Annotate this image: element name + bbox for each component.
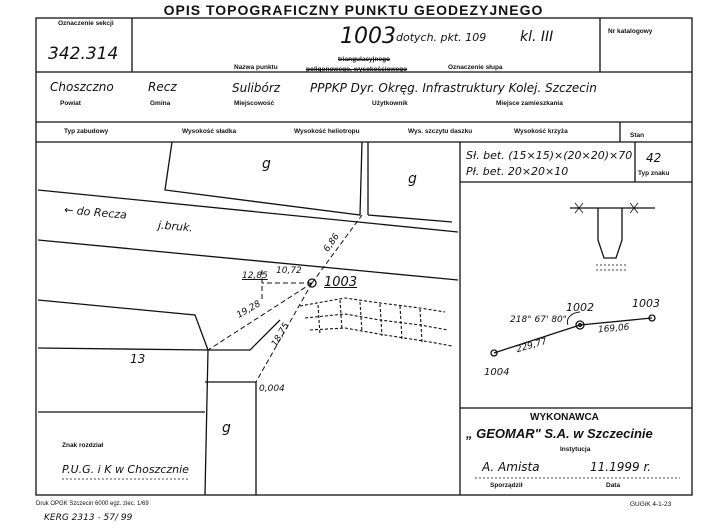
institution-label: Instytucja <box>560 446 591 453</box>
stamp-value: P.U.G. i K w Choszcznie <box>62 463 189 476</box>
traverse-distance-169: 169,06 <box>597 322 630 336</box>
distance-0004: 0,004 <box>259 384 285 394</box>
road-surface-label: j.bruk. <box>157 218 194 235</box>
parcel-g-top: g <box>262 156 271 172</box>
traverse-angle: 218° 67' 80" <box>510 315 567 325</box>
miejscowosc-value: Sulibórz <box>232 81 281 95</box>
parcel-13: 13 <box>130 352 146 366</box>
distance-686: 6,86 <box>322 231 342 255</box>
powiat-label: Powiat <box>60 100 81 107</box>
user-value: PPPKP Dyr. Okręg. Infrastruktury Kolej. Szczecin <box>310 81 597 95</box>
point-note: dotych. pkt. 109 <box>396 31 487 44</box>
surveyor-name: A. Amista <box>482 460 540 474</box>
place-label: Miejsce zamieszkania <box>496 100 563 107</box>
signal-height-label: Wysokość sładka <box>182 128 237 135</box>
mark-type-value: 42 <box>646 151 662 165</box>
direction-to-recz: ← do Recza <box>63 203 128 222</box>
contractor-label: WYKONAWCA <box>530 412 599 423</box>
build-type-label: Typ zabudowy <box>64 128 109 135</box>
mark-type-label: Typ znaku <box>638 170 670 177</box>
point-1003-traverse-label: 1003 <box>632 297 660 310</box>
sheet-label: Oznaczenie sekcji <box>58 20 114 27</box>
distance-1072: 10,72 <box>276 266 302 276</box>
distance-1875: 18,75 <box>270 321 292 349</box>
contractor-name: „ GEOMAR" S.A. w Szczecinie <box>466 426 653 441</box>
point-1004-label: 1004 <box>484 367 510 378</box>
date-label: Data <box>606 482 621 489</box>
catalog-label: Nr katalogowy <box>608 28 653 35</box>
prepared-by-label: Sporządził <box>490 482 523 489</box>
parcel-g-bottom: g <box>222 420 231 436</box>
heliotrope-height-label: Wysokość heliotropu <box>294 128 360 135</box>
point-1003-label: 1003 <box>324 275 358 290</box>
page-title: OPIS TOPOGRAFICZNY PUNKTU GEODEZYJNEGO <box>163 2 544 18</box>
distance-1285: 12,85 <box>242 271 268 281</box>
plate-dimensions: Pł. bet. 20×20×10 <box>466 165 569 178</box>
roof-height-label: Wys. szczytu daszku <box>408 128 473 135</box>
cross-height-label: Wysokość krzyża <box>514 128 568 135</box>
miejscowosc-label: Miejscowość <box>234 100 275 107</box>
point-name-label: Nazwa punktu <box>234 64 278 71</box>
point-number: 1003 <box>340 24 396 49</box>
distance-1928: 19,28 <box>235 299 263 321</box>
traverse-distance-229: 229,77 <box>515 336 549 356</box>
parcel-g-right: g <box>408 171 417 187</box>
powiat-value: Choszczno <box>50 80 114 94</box>
network-type-2: poligonowego, wysokościowego <box>306 66 408 73</box>
network-type-1: triangulacyjnego <box>338 56 391 63</box>
point-class: kl. III <box>520 29 554 45</box>
kerg-number: KERG 2313 - 57/ 99 <box>44 513 133 523</box>
survey-date: 11.1999 r. <box>590 460 652 474</box>
sheet-value: 342.314 <box>48 44 119 64</box>
stone-label: Oznaczenie słupa <box>448 64 503 71</box>
gmina-label: Gmina <box>150 100 171 107</box>
print-info: Druk OPGK Szczecin 6000 egz. zlec. 1/69 <box>36 501 149 507</box>
user-label: Użytkownik <box>372 100 408 107</box>
stamp-label: Znak rozdział <box>62 442 104 449</box>
state-label: Stan <box>630 132 645 139</box>
pillar-dimensions: Sł. bet. (15×15)×(20×20)×70 <box>466 149 633 162</box>
gmina-value: Recz <box>148 80 177 94</box>
form-code: GUGiK 4-1-23 <box>630 501 672 508</box>
point-1002-label: 1002 <box>566 301 594 314</box>
